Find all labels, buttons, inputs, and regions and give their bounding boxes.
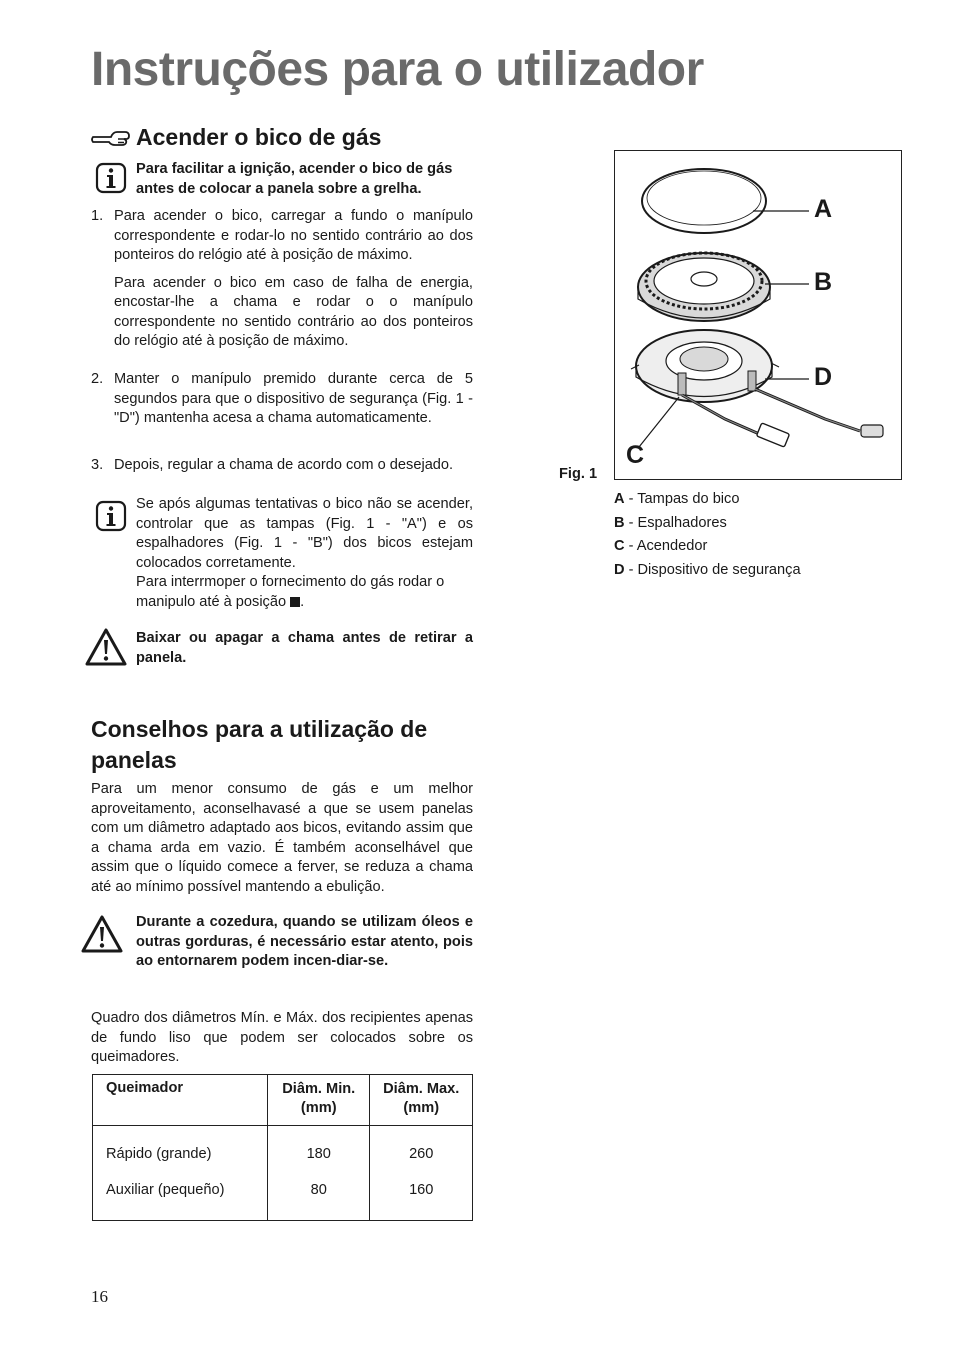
note-ignition: Para facilitar a ignição, acender o bico de gás antes de colocar a panela sobre a grelha. bbox=[136, 161, 453, 197]
info-icon bbox=[95, 500, 127, 537]
info-icon bbox=[95, 162, 127, 199]
table-header: Diâm. Max. (mm) bbox=[370, 1075, 473, 1126]
legend-item: B - Espalhadores bbox=[614, 514, 727, 531]
note-troubleshoot-text-b: Para interrmoper o fornecimento do gás rodar o manipulo até à posição . bbox=[136, 574, 445, 610]
step-number: 1. bbox=[91, 208, 104, 224]
legend-item: A - Tampas do bico bbox=[614, 491, 740, 507]
figure-label-c: C bbox=[626, 441, 645, 469]
section-heading-text: Acender o bico de gás bbox=[136, 124, 382, 150]
warning-triangle-icon bbox=[84, 627, 128, 672]
burner-exploded-illustration bbox=[615, 151, 901, 479]
pointing-hand-icon bbox=[91, 128, 131, 155]
figure-burner-diagram bbox=[614, 150, 902, 480]
step-1-text-b: Para acender o bico em caso de falha de energia, encostar-lhe a chama e rodar o o manípulo correspondente no sentido contrário ao dos ponteiros do relógio até à posição de máximo. bbox=[114, 274, 473, 349]
page-title: Instruções para o utilizador bbox=[91, 43, 704, 96]
table-header: Queimador bbox=[93, 1075, 268, 1126]
figure-legend bbox=[614, 488, 801, 582]
page-number: 16 bbox=[91, 1287, 108, 1306]
off-position-square-icon bbox=[290, 597, 300, 607]
warning-remove-pan: Baixar ou apagar a chama antes de retirar a panela. bbox=[136, 630, 473, 666]
table-cell-min: 180 80 bbox=[268, 1126, 370, 1221]
note-troubleshoot-text-a: Se após algumas tentativas o bico não se acender, controlar que as tampas (Fig. 1 - "A") e os espalhadores (Fig. 1 - "B") dos bicos estejam colocados corretamente. bbox=[136, 496, 473, 571]
step-3 bbox=[91, 456, 473, 476]
figure-label-a: A bbox=[814, 195, 833, 223]
diameter-table bbox=[92, 1074, 473, 1221]
warning-triangle-icon bbox=[80, 914, 124, 959]
step-2 bbox=[91, 370, 473, 429]
warning-oils-fats: Durante a cozedura, quando se utilizam óleos e outras gorduras, é necessário estar atento, pois ao entornarem podem incen-diar-se. bbox=[136, 914, 473, 969]
table-header: Diâm. Min. (mm) bbox=[268, 1075, 370, 1126]
legend-item: C - Acendedor bbox=[614, 538, 708, 554]
table-intro: Quadro dos diâmetros Mín. e Máx. dos recipientes apenas de fundo liso que podem ser colocados sobre os queimadores. bbox=[91, 1010, 473, 1065]
step-3-text: Depois, regular a chama de acordo com o desejado. bbox=[114, 457, 454, 473]
table-header-row bbox=[93, 1075, 473, 1126]
figure-caption: Fig. 1 bbox=[559, 466, 598, 482]
pans-advice-paragraph: Para um menor consumo de gás e um melhor aproveitamento, aconselhavasé a que se usem panelas com um diâmetro adaptado aos bicos, evitando assim que a chama arda em vazio. É também aconselhável que assim que o líquido comece a ferver, se reduza a chama até ao mínimo possível mantendo a ebulição. bbox=[91, 781, 473, 895]
table-cell-max: 260 160 bbox=[370, 1126, 473, 1221]
step-1-text-a: Para acender o bico, carregar a fundo o manípulo correspondente e rodar-lo no sentido contrário ao dos ponteiros do relógio até à posição de máximo. bbox=[114, 208, 473, 263]
step-number: 2. bbox=[91, 371, 104, 387]
figure-label-d: D bbox=[814, 363, 833, 391]
table-body bbox=[93, 1126, 473, 1221]
step-2-text: Manter o manípulo premido durante cerca de 5 segundos para que o dispositivo de segurança (Fig. 1 - "D") mantenha acesa a chama automaticamente. bbox=[114, 371, 473, 426]
table-cell-burner: Rápido (grande) Auxiliar (pequeño) bbox=[93, 1126, 268, 1221]
note-troubleshoot bbox=[136, 495, 473, 612]
section-heading-pans: Conselhos para a utilização de panelas bbox=[91, 716, 428, 773]
step-1 bbox=[91, 207, 473, 352]
step-number: 3. bbox=[91, 457, 104, 473]
figure-label-b: B bbox=[814, 268, 833, 296]
legend-item: D - Dispositivo de segurança bbox=[614, 561, 801, 578]
